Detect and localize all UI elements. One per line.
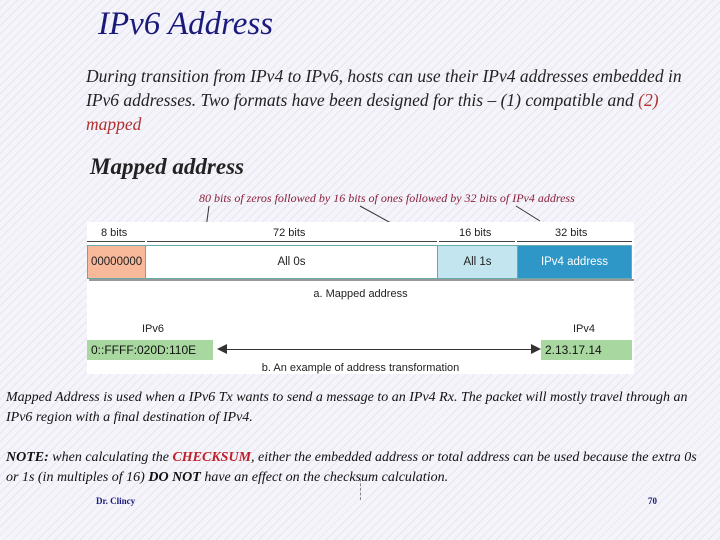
- mapped-usage-paragraph: Mapped Address is used when a IPv6 Tx wants to send a message to an IPv4 Rx. The packet will mostly travel through an IPv6 region with a final destination of IPv4.: [6, 390, 688, 425]
- bits-label-16: 16 bits: [459, 227, 492, 239]
- ipv4-label: IPv4: [573, 323, 596, 335]
- transformation-arrow: [223, 349, 533, 350]
- checksum-highlight: CHECKSUM: [172, 450, 252, 465]
- cursor-guide-line: [360, 474, 361, 500]
- footer-page-number: 70: [648, 496, 657, 506]
- caption-b: b. An example of address transformation: [261, 362, 460, 374]
- bits-rule-32: [517, 241, 632, 242]
- segment-all-ones: All 1s: [437, 245, 517, 279]
- note-text-1: when calculating the: [48, 450, 173, 465]
- note-paragraph: [6, 448, 711, 488]
- segment-shadow: [89, 279, 634, 281]
- ipv4-example-box: 2.13.17.14: [541, 340, 632, 360]
- bits-annotation: 80 bits of zeros followed by 16 bits of ones followed by 32 bits of IPv4 address: [199, 191, 575, 205]
- note-label: NOTE:: [6, 450, 49, 465]
- note-text-2: , either the embedded address or total address can be used because the extra 0s or 1s (in multiples of 16): [6, 450, 697, 485]
- arrowhead-left-icon: [217, 344, 227, 354]
- segment-ipv4-address: IPv4 address: [517, 245, 632, 279]
- pointer-line-ipv4: [516, 206, 540, 221]
- intro-text: During transition from IPv4 to IPv6, hosts can use their IPv4 addresses embedded in IPv6 addresses. Two formats have been designed for this – (1) compatible and: [86, 66, 682, 110]
- bits-rule-8: [87, 241, 145, 242]
- caption-a: a. Mapped address: [313, 288, 408, 300]
- do-not-emphasis: DO NOT: [148, 470, 201, 485]
- bits-label-32: 32 bits: [555, 227, 588, 239]
- arrowhead-right-icon: [531, 344, 541, 354]
- ipv6-label: IPv6: [142, 323, 165, 335]
- footer-author: Dr. Clincy: [96, 496, 136, 506]
- bits-rule-16: [439, 241, 515, 242]
- intro-mapped-text: (2) mapped: [86, 90, 659, 134]
- slide-title: IPv6 Address: [98, 6, 274, 42]
- ipv6-example-box: 0::FFFF:020D:110E: [87, 340, 213, 360]
- segment-zeros-8bit: 00000000: [87, 245, 145, 279]
- segment-all-zeros: All 0s: [145, 245, 437, 279]
- intro-paragraph: [86, 64, 686, 136]
- bits-label-72: 72 bits: [273, 227, 306, 239]
- mapped-address-figure: [87, 222, 634, 374]
- bits-rule-72: [147, 241, 437, 242]
- note-text-3: have an effect on the checksum calculation.: [200, 470, 449, 485]
- bits-label-8: 8 bits: [101, 227, 128, 239]
- mapped-address-heading: Mapped address: [90, 154, 244, 179]
